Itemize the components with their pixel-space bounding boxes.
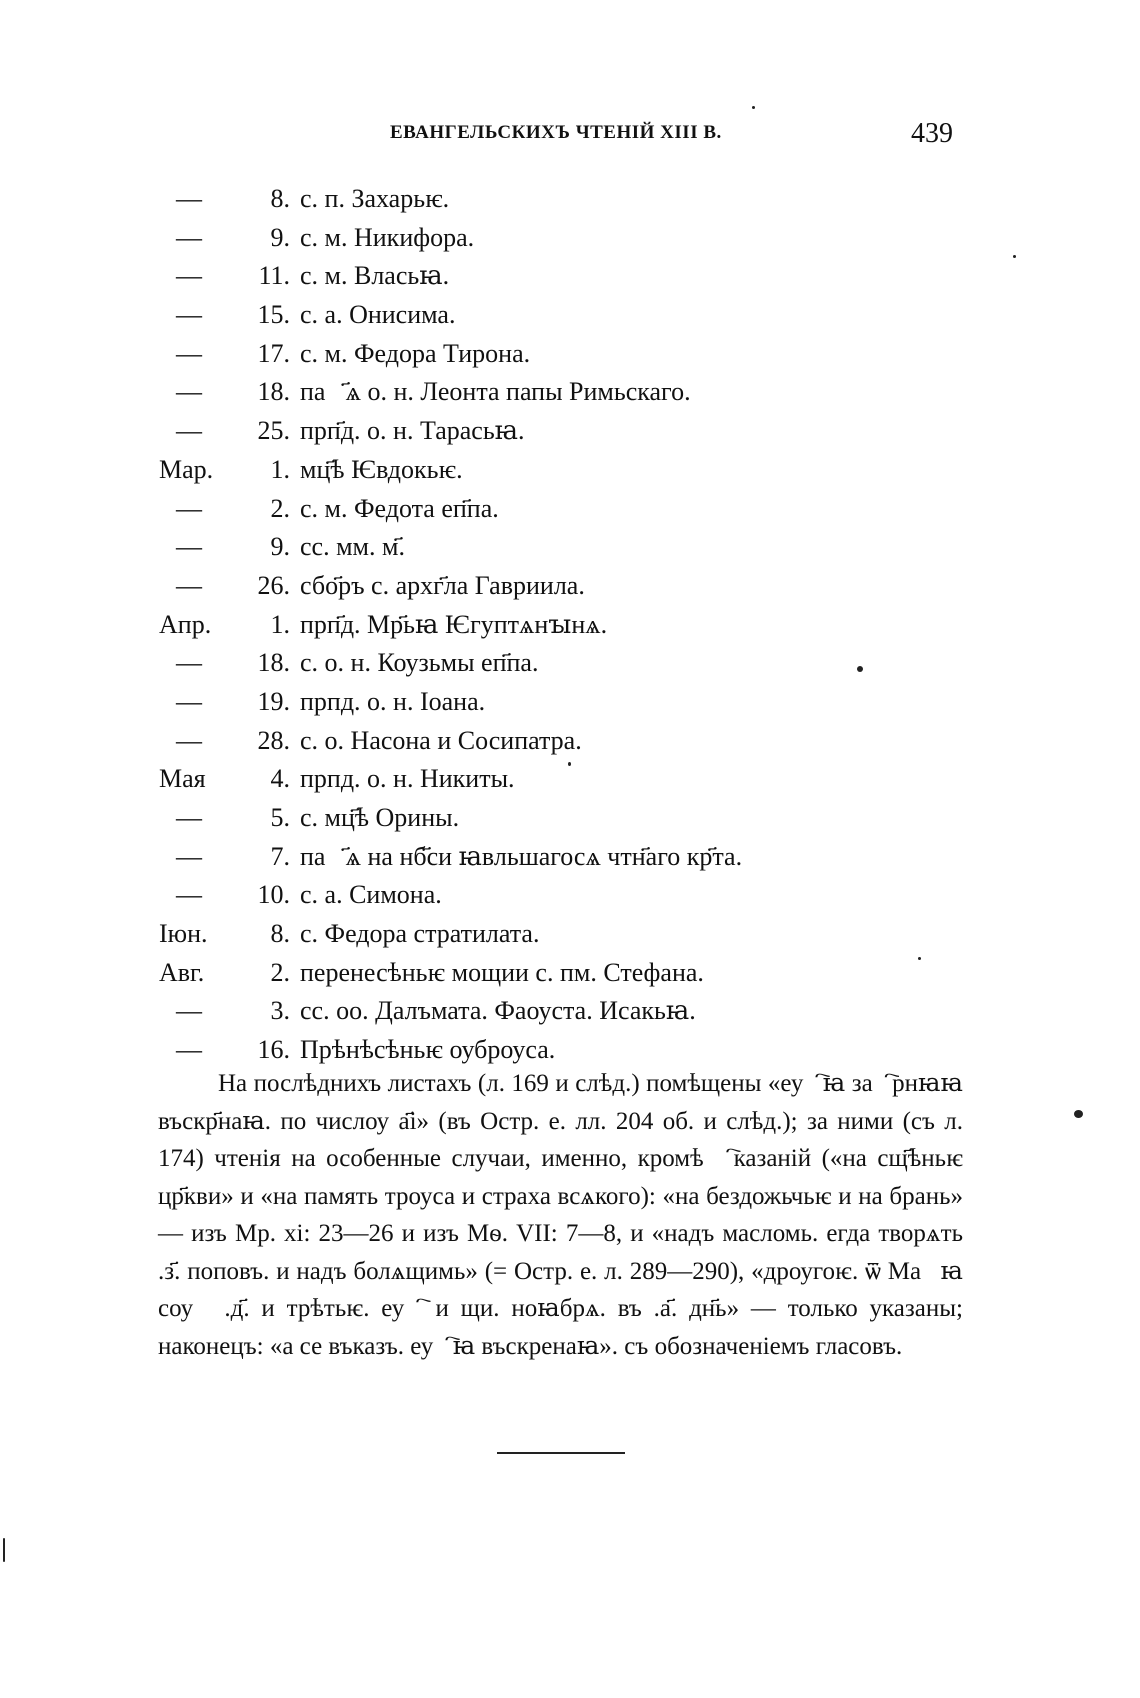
ink-speck <box>1013 255 1016 258</box>
entry-dash: — <box>176 648 202 678</box>
entry-day: 2. <box>270 493 290 523</box>
entry-dash: — <box>176 261 202 291</box>
entry-day: 11. <box>258 261 290 291</box>
entry-text: с. м. Никифора. <box>300 222 475 252</box>
entry-day: 8. <box>270 919 290 949</box>
entry-text: прп҃д. Мр҃ьꙗ Ѥгуптѧнꙑнѧ. <box>300 609 608 639</box>
entry-text: с. м. Федора Тирона. <box>300 338 531 368</box>
entry-dash: — <box>176 725 202 755</box>
calendar-entry <box>150 915 970 954</box>
calendar-entry <box>150 528 970 567</box>
entry-text: с. о. н. Коузьмы еп҃па. <box>300 648 539 678</box>
entry-dash: — <box>176 880 202 910</box>
calendar-entry <box>150 992 970 1031</box>
entry-dash: — <box>176 377 202 407</box>
entry-day: 26. <box>257 570 290 600</box>
entry-day: 5. <box>270 803 290 832</box>
calendar-entry <box>150 1031 970 1070</box>
entry-text: сбо҃ръ с. архг҃ла Гавриила. <box>300 570 585 600</box>
entry-text: с. п. Захарьѥ. <box>300 184 450 213</box>
entry-day: 7. <box>270 841 290 871</box>
calendar-entry <box>150 490 970 529</box>
calendar-entry <box>150 954 970 993</box>
entry-day: 18. <box>257 377 290 407</box>
entry-day: 2. <box>270 957 290 987</box>
entry-text: с. а. Симона. <box>300 880 442 910</box>
calendar-entry <box>150 799 970 838</box>
calendar-entries <box>150 180 970 1070</box>
entry-dash: — <box>176 803 202 832</box>
calendar-entry <box>150 838 970 877</box>
body-paragraph: На послѣднихъ листахъ (л. 169 и слѣд.) помѣщены «еуⷢ҇ꙗ заꙋ҇рнꙗꙗ въскр҃наꙗ. по числоу а҃і» (въ Остр. е. лл. 204 об. и слѣд.); за ними (съ л. 174) чтенія на особенные случаи, именно, кромѣ ꙋ҇казаній («на сщ҃ѣньѥ цр҃кви» и «на память троуса и страха всѧкого): «на бездожьчьѥ и на брань» — изъ Мр. хі: 23—26 и изъ Мѳ. VII: 7—8, и «надъ масломь. егда творѧть .з҃. поповъ. и надъ болѧщимь» (= Остр. е. л. 289—290), «дроугоѥ. ѿ Маⷴꙗ соуⷠ .д҃. и трѣтьѥ. еуⷷ҇ и щи. ноꙗбрѧ. въ .а҃. дн҃ь» — только указаны; наконецъ: «а се въказъ. еуⷢ҇ꙗ въскренаꙗ». съ обозначеніемъ гласовъ. <box>158 1070 963 1360</box>
entry-dash: — <box>176 222 202 252</box>
entry-text: прп҃д. о. н. Тарасьꙗ. <box>300 416 525 446</box>
ink-speck <box>3 1538 5 1562</box>
entry-month: Мая <box>159 764 206 794</box>
closing-rule <box>497 1452 625 1454</box>
calendar-entry <box>150 335 970 374</box>
entry-dash: — <box>176 841 202 871</box>
entry-day: 1. <box>270 609 290 639</box>
ink-speck <box>568 762 571 766</box>
entry-text: сс. мм. м҃. <box>300 532 405 562</box>
entry-text: прпд. о. н. Никиты. <box>300 764 515 794</box>
calendar-entry <box>150 644 970 683</box>
entry-day: 9. <box>270 222 290 252</box>
entry-text: с. м. Власьꙗ. <box>300 261 450 291</box>
entry-dash: — <box>176 996 202 1026</box>
entry-dash: — <box>176 416 202 446</box>
entry-text: с. мц҃ѣ Орины. <box>300 803 460 832</box>
entry-day: 9. <box>270 532 290 562</box>
entry-day: 25. <box>257 416 290 446</box>
entry-text: с. Федора стратилата. <box>300 919 540 949</box>
entry-dash: — <box>176 300 202 330</box>
entry-day: 18. <box>257 648 290 678</box>
entry-dash: — <box>176 570 202 600</box>
calendar-entry <box>150 296 970 335</box>
entry-day: 3. <box>270 996 290 1026</box>
calendar-entry <box>150 180 970 219</box>
entry-text: прпд. о. н. Іоана. <box>300 686 486 716</box>
entry-text: мц҃ѣ Ѥвдокьѥ. <box>300 454 463 484</box>
entry-day: 16. <box>257 1035 290 1065</box>
running-title: ЕВАНГЕЛЬСКИХЪ ЧТЕНІЙ XIII В. <box>390 122 722 143</box>
entry-dash: — <box>176 532 202 562</box>
calendar-entry <box>150 219 970 258</box>
ink-speck <box>857 666 863 672</box>
calendar-entry <box>150 257 970 296</box>
entry-dash: — <box>176 686 202 716</box>
entry-day: 28. <box>257 725 290 755</box>
entry-day: 17. <box>257 338 290 368</box>
page-number: 439 <box>911 118 953 149</box>
calendar-entry <box>150 412 970 451</box>
entry-dash: — <box>176 1035 202 1065</box>
calendar-entry <box>150 876 970 915</box>
calendar-entry <box>150 683 970 722</box>
entry-text: паⷨ҃ѧ на нб҃си ꙗвльшагосѧ чтн҃аго кр҃та. <box>300 841 743 871</box>
entry-text: перенесѣньѥ мощии с. пм. Стефана. <box>300 957 704 987</box>
ink-speck <box>752 106 755 109</box>
calendar-entry <box>150 760 970 799</box>
entry-dash: — <box>176 184 202 213</box>
entry-text: с. о. Насона и Сосипатра. <box>300 725 582 755</box>
calendar-entry <box>150 606 970 645</box>
page-header <box>150 118 965 158</box>
entry-day: 10. <box>257 880 290 910</box>
entry-text: Прѣнѣсѣньѥ оуброуса. <box>300 1035 556 1065</box>
calendar-entry <box>150 567 970 606</box>
entry-text: сс. оо. Далъмата. Фаоуста. Исакьꙗ. <box>300 996 696 1026</box>
entry-month: Авг. <box>159 957 205 987</box>
calendar-entry <box>150 722 970 761</box>
ink-speck <box>1074 1110 1083 1118</box>
entry-day: 4. <box>270 764 290 794</box>
entry-month: Апр. <box>159 609 212 639</box>
entry-day: 15. <box>257 300 290 330</box>
entry-text: с. а. Онисима. <box>300 300 456 330</box>
entry-dash: — <box>176 338 202 368</box>
entry-text: паⷨ҃ѧ о. н. Леонта папы Римьскаго. <box>300 377 691 407</box>
entry-dash: — <box>176 493 202 523</box>
calendar-entry <box>150 451 970 490</box>
entry-day: 1. <box>270 454 290 484</box>
entry-day: 8. <box>270 184 290 213</box>
entry-text: с. м. Федота еп҃па. <box>300 493 499 523</box>
ink-speck <box>918 957 921 960</box>
entry-month: Іюн. <box>159 919 208 949</box>
entry-month: Мар. <box>159 454 214 484</box>
entry-day: 19. <box>257 686 290 716</box>
calendar-entry <box>150 373 970 412</box>
